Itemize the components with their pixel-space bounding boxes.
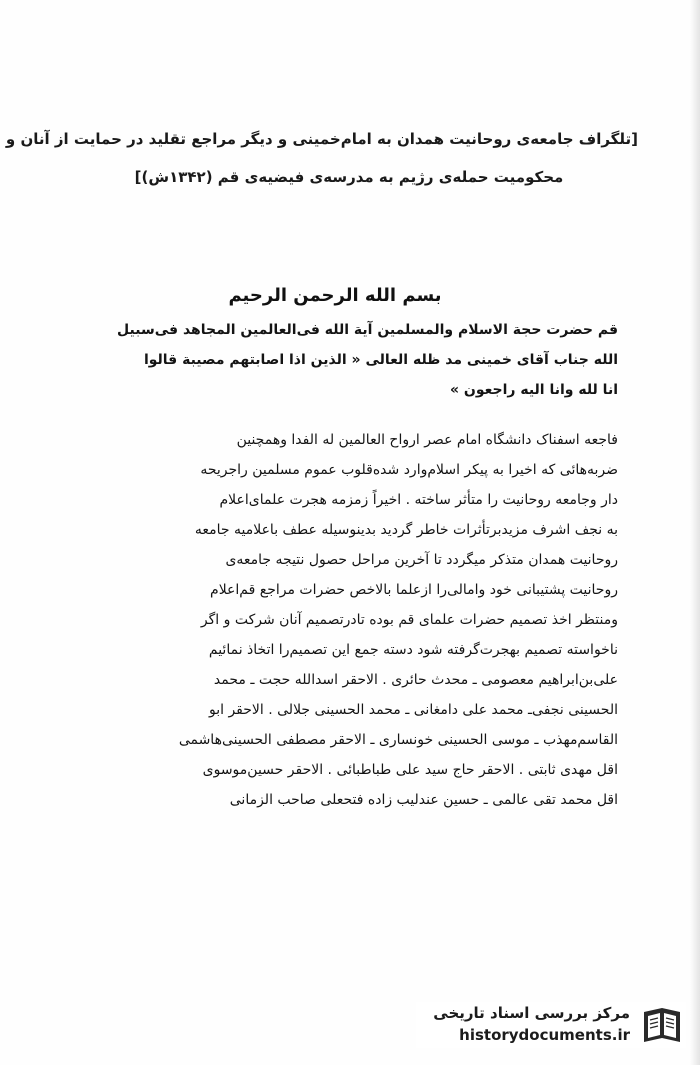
document-header xyxy=(5,120,638,196)
scan-edge-shadow xyxy=(690,0,700,1065)
body-line: ناخواسته تصمیم بهجرت‌گرفته شود دسته جمع این تصمیم‌را اتخاذ نمائیم xyxy=(208,642,618,658)
signatories-line: القاسم‌مهذب ـ موسی الحسینی خونساری ـ الاحقر مصطفی الحسینی‌هاشمی xyxy=(178,732,618,748)
header-line-1: [تلگراف جامعه‌ی روحانیت همدان به امام‌خمینی و دیگر مراجع تقلید در حمایت از آنان و xyxy=(5,130,638,148)
book-pages-icon xyxy=(638,1002,686,1050)
body-line: روحانیت همدان متذکر میگردد تا آخرین مراحل حصول نتیجه جامعه‌ی xyxy=(225,552,618,568)
signatories-line: الحسینی نجفی‌ـ محمد علی دامغانی ـ محمد الحسینی جلالی . الاحقر ابو xyxy=(208,702,618,718)
signatories-line: اقل مهدی ثابتی . الاحقر حاج سید علی طباطبائی . الاحقر حسین‌موسوی xyxy=(202,762,618,778)
body-line: ومنتظر اخذ تصمیم حضرات علمای قم بوده تادرتصمیم آنان شرکت و اگر xyxy=(200,612,618,628)
archive-url: historydocuments.ir xyxy=(459,1026,630,1044)
signatories-line: اقل محمد تقی عالمی ـ حسین عندلیب زاده فتحعلی صاحب الزمانی xyxy=(229,792,618,808)
salutation-line: الله جناب آقای خمینی مد ظله العالی « الذین اذا اصابتهم مصیبة قالوا xyxy=(143,352,618,368)
bismillah-heading: بسم الله الرحمن الرحیم xyxy=(228,285,442,306)
header-line-2: محکومیت حمله‌ی رژیم به مدرسه‌ی فیضیه‌ی قم (۱۳۴۲ش)] xyxy=(134,168,564,186)
body-line: روحانیت پشتیبانی خود وامالی‌را ازعلما بالاخص حضرات مراجع قم‌اعلام xyxy=(210,582,618,598)
letter-body xyxy=(66,315,618,815)
salutation-line: انا لله وانا الیه راجعون » xyxy=(449,382,618,398)
watermark-logo xyxy=(416,1002,686,1048)
body-line: به نجف اشرف مزیدبرتأثرات خاطر گردید بدینوسیله عطف باعلامیه جامعه xyxy=(194,522,618,538)
signatories-line: علی‌بن‌ابراهیم معصومی ـ محدث حائری . الاحقر اسدالله حجت ـ محمد xyxy=(213,672,618,688)
body-line: دار وجامعه روحانیت را متأثر ساخته . اخیراً زمزمه هجرت علمای‌اعلام xyxy=(219,492,618,508)
archive-center-title: مرکز بررسی اسناد تاریخی xyxy=(433,1004,630,1022)
body-line: ضربه‌هائی که اخیرا به پیکر اسلام‌وارد شده‌قلوب عموم مسلمین راجریحه xyxy=(200,462,618,478)
body-line: فاجعه اسفناک دانشگاه امام عصر ارواح العالمین له الفدا وهمچنین xyxy=(236,432,618,448)
salutation-line: قم حضرت حجة الاسلام والمسلمین آیة الله فی‌العالمین المجاهد فی‌سبیل xyxy=(117,322,618,338)
paragraph-gap xyxy=(66,405,618,425)
